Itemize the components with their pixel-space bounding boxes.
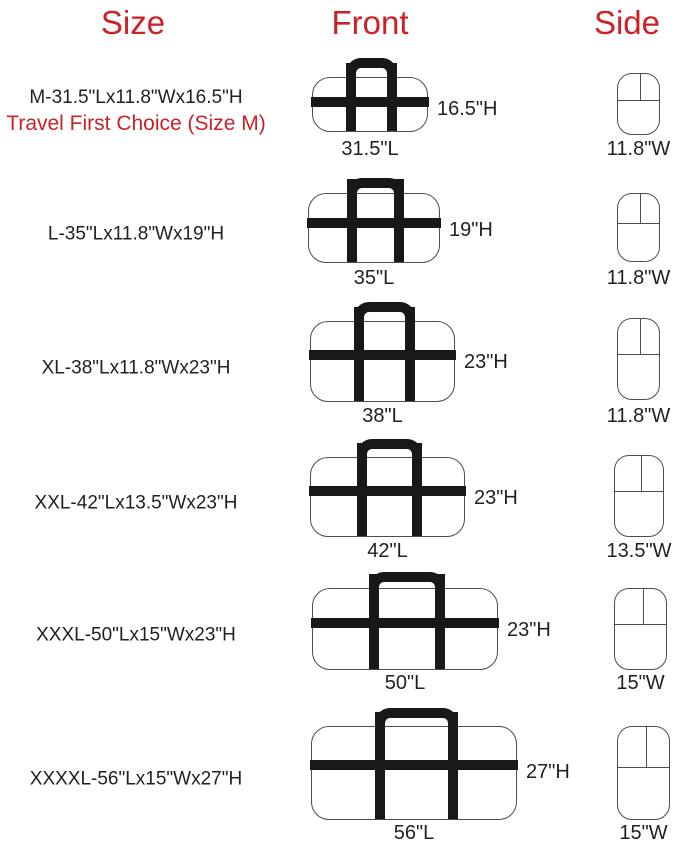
length-label: 42"L (367, 540, 408, 562)
bag-front-view (311, 726, 517, 820)
size-spec-text: XL-38"Lx11.8"Wx23"H (41, 357, 231, 378)
height-label: 23"H (474, 486, 518, 509)
column-header-front: Front (331, 4, 409, 41)
size-spec-block (0, 85, 272, 137)
bag-handle-icon (347, 178, 404, 201)
bag-front-view (310, 321, 455, 402)
length-label: 56"L (393, 822, 435, 843)
bag-strap-left-icon (354, 307, 364, 401)
length-label: 38"L (362, 405, 403, 427)
size-spec-text: XXXXL-56"Lx15"Wx27"H (29, 768, 243, 790)
size-spec-block (0, 767, 272, 792)
size-spec-text: XXXL-50"Lx15"Wx23"H (36, 624, 236, 646)
bag-strap-band-icon (309, 350, 456, 360)
bag-front-view (312, 588, 498, 670)
bag-handle-icon (357, 439, 422, 465)
product-name: Travel First Choice (Size M) (6, 111, 266, 135)
bag-strap-right-icon (405, 307, 415, 401)
length-label: 31.5"L (341, 138, 399, 160)
bag-front-view (310, 457, 465, 537)
bag-strap-band-icon (307, 218, 441, 228)
bag-strap-left-icon (347, 179, 357, 262)
size-spec-text: XXL-42"Lx13.5"Wx23"H (34, 492, 238, 514)
bag-strap-band-icon (310, 760, 518, 770)
length-label: 35"L (353, 267, 395, 289)
bag-strap-right-icon (387, 63, 397, 131)
width-label: 11.8"W (606, 267, 671, 289)
bag-side-view (614, 455, 664, 537)
bag-handle-icon (375, 708, 458, 734)
bag-side-view (617, 318, 660, 400)
width-label: 13.5"W (606, 540, 672, 562)
bag-front-view (308, 193, 440, 263)
width-label: 15"W (616, 672, 665, 694)
column-header-side: Side (593, 4, 661, 41)
width-label: 15"W (619, 822, 668, 843)
width-label: 11.8"W (606, 138, 671, 160)
bag-strap-right-icon (435, 574, 445, 669)
bag-handle-icon (346, 58, 397, 85)
bag-strap-band-icon (311, 97, 429, 107)
bag-handle-icon (354, 302, 415, 329)
height-label: 16.5"H (437, 97, 498, 120)
size-spec-block (0, 491, 272, 516)
bag-strap-left-icon (346, 63, 356, 131)
height-label: 23"H (464, 351, 508, 374)
bag-strap-left-icon (357, 443, 367, 536)
bag-strap-left-icon (375, 712, 385, 819)
width-label: 11.8"W (606, 405, 671, 427)
bag-side-view (617, 193, 660, 262)
size-spec-block (0, 623, 272, 648)
bag-strap-band-icon (311, 618, 499, 628)
bag-side-view (617, 726, 670, 820)
bag-handle-icon (369, 572, 445, 596)
height-label: 23"H (507, 618, 551, 641)
bag-strap-band-icon (309, 486, 466, 496)
bag-side-view (614, 588, 667, 670)
size-spec-text: M-31.5"Lx11.8"Wx16.5"H (29, 86, 243, 108)
height-label: 27"H (526, 760, 570, 783)
column-header-size: Size (100, 4, 166, 41)
bag-strap-right-icon (412, 443, 422, 536)
bag-strap-right-icon (448, 712, 458, 819)
height-label: 19"H (449, 219, 493, 242)
bag-front-view (312, 77, 428, 132)
bag-strap-left-icon (369, 574, 379, 669)
size-spec-block (0, 355, 272, 380)
length-label: 50"L (384, 672, 426, 694)
size-spec-text: L-35"Lx11.8"Wx19"H (47, 223, 225, 245)
bag-side-view (617, 73, 660, 135)
bag-strap-right-icon (394, 179, 404, 262)
size-spec-block (0, 222, 272, 247)
